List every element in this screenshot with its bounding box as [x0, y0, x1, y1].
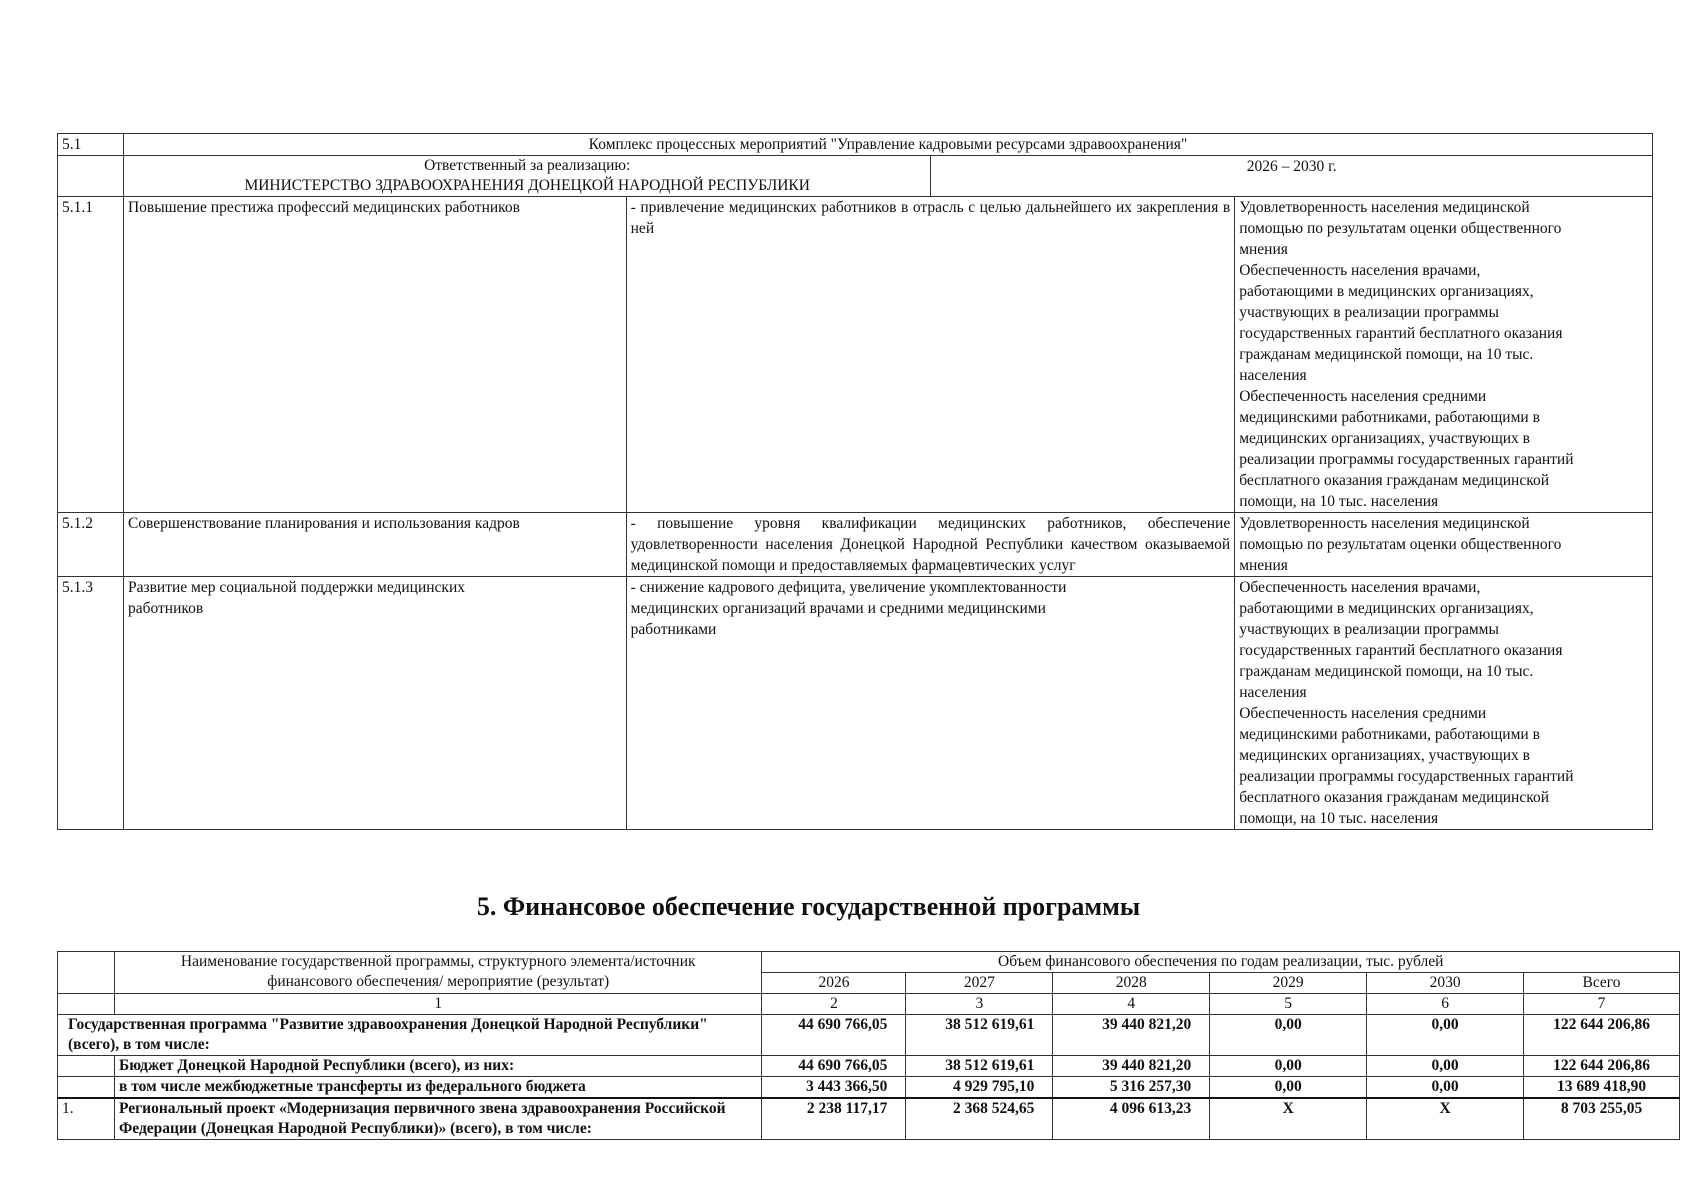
responsible-cell	[123, 156, 930, 197]
finance-value: 44 690 766,05	[762, 1056, 906, 1077]
period-cell: 2026 – 2030 г.	[931, 156, 1653, 197]
finance-value: 0,00	[1210, 1056, 1367, 1077]
finance-value: 38 512 619,61	[906, 1015, 1053, 1056]
empty-cell	[58, 994, 115, 1015]
finance-row	[58, 1098, 1680, 1140]
column-numbers-row	[58, 994, 1680, 1015]
finance-row-name: Государственная программа "Развитие здравоохранения Донецкой Народной Республики" (всего), в том числе:	[58, 1015, 762, 1056]
finance-row	[58, 1056, 1680, 1077]
empty-cell	[58, 156, 124, 197]
year-header: 2026	[762, 973, 906, 994]
responsible-name: МИНИСТЕРСТВО ЗДРАВООХРАНЕНИЯ ДОНЕЦКОЙ НАРОДНОЙ РЕСПУБЛИКИ	[244, 177, 810, 194]
row-number: 5.1.3	[58, 577, 124, 830]
finance-value: 5 316 257,30	[1053, 1077, 1210, 1099]
row-task: Развитие мер социальной поддержки медицинских работников	[123, 577, 626, 830]
row-effect: - снижение кадрового дефицита, увеличение укомплектованности медицинских организаций врачами и средними медицинскими работниками	[626, 577, 1235, 830]
column-number: 6	[1367, 994, 1524, 1015]
row-effect: - привлечение медицинских работников в отрасль с целью дальнейшего их закрепления в ней	[626, 197, 1235, 513]
row-task: Совершенствование планирования и использования кадров	[123, 513, 626, 577]
finance-row	[58, 1077, 1680, 1099]
activities-table	[57, 133, 1653, 830]
table-row	[58, 577, 1653, 830]
responsible-label: Ответственный за реализацию:	[424, 157, 631, 174]
finance-total: 122 644 206,86	[1524, 1015, 1680, 1056]
column-number: 7	[1524, 994, 1680, 1015]
finance-row	[58, 1015, 1680, 1056]
column-number: 2	[762, 994, 906, 1015]
row-number: 5.1.2	[58, 513, 124, 577]
finance-total: 13 689 418,90	[1524, 1077, 1680, 1099]
finance-total: 122 644 206,86	[1524, 1056, 1680, 1077]
row-effect: - повышение уровня квалификации медицинских работников, обеспечение удовлетворенности населения Донецкой Народной Республики качеством оказываемой медицинской помощи и предоставляемых фармацевтических услуг	[626, 513, 1235, 577]
finance-value: 3 443 366,50	[762, 1077, 906, 1099]
finance-row-name: Бюджет Донецкой Народной Республики (всего), из них:	[114, 1056, 762, 1077]
finance-table	[57, 951, 1680, 1140]
finance-value: 2 368 524,65	[906, 1098, 1053, 1140]
finance-value: X	[1367, 1098, 1524, 1140]
finance-value: 2 238 117,17	[762, 1098, 906, 1140]
row-indicators: Удовлетворенность населения медицинской помощью по результатам оценки общественного мнения	[1235, 513, 1653, 577]
section-header-row	[58, 134, 1653, 156]
finance-value: 4 929 795,10	[906, 1077, 1053, 1099]
column-number: 3	[906, 994, 1053, 1015]
section-heading: 5. Финансовое обеспечение государственной программы	[476, 892, 1141, 921]
finance-row-number: 1.	[58, 1098, 115, 1140]
finance-row-number	[58, 1056, 115, 1077]
year-header: 2027	[906, 973, 1053, 994]
header-name: Наименование государственной программы, структурного элемента/источник финансового обеспечения/ мероприятие (результат)	[114, 952, 762, 994]
row-task: Повышение престижа профессий медицинских работников	[123, 197, 626, 513]
column-number: 4	[1053, 994, 1210, 1015]
row-indicators: Удовлетворенность населения медицинской помощью по результатам оценки общественного мнения Обеспеченность населения врачами, работающими в медицинских организациях, участвующих в реализации программы государственных гарантий бесплатного оказания гражданам медицинской помощи, на 10 тыс. населения Обеспеченность населения средними медицинскими работниками, работающими в медицинских организациях, участвующих в реализации программы государственных гарантий бесплатного оказания гражданам медицинской помощи, на 10 тыс. населения	[1235, 197, 1653, 513]
table-row	[58, 197, 1653, 513]
section-title: Комплекс процессных мероприятий "Управление кадровыми ресурсами здравоохранения"	[123, 134, 1652, 156]
year-header: 2030	[1367, 973, 1524, 994]
finance-value: 0,00	[1210, 1077, 1367, 1099]
row-number: 5.1.1	[58, 197, 124, 513]
year-header: 2029	[1210, 973, 1367, 994]
row-indicators: Обеспеченность населения врачами, работающими в медицинских организациях, участвующих в реализации программы государственных гарантий бесплатного оказания гражданам медицинской помощи, на 10 тыс. населения Обеспеченность населения средними медицинскими работниками, работающими в медицинских организациях, участвующих в реализации программы государственных гарантий бесплатного оказания гражданам медицинской помощи, на 10 тыс. населения	[1235, 577, 1653, 830]
finance-value: 39 440 821,20	[1053, 1056, 1210, 1077]
finance-value: 39 440 821,20	[1053, 1015, 1210, 1056]
finance-total: 8 703 255,05	[1524, 1098, 1680, 1140]
finance-value: 0,00	[1367, 1077, 1524, 1099]
finance-value: X	[1210, 1098, 1367, 1140]
finance-value: 44 690 766,05	[762, 1015, 906, 1056]
finance-row-name: в том числе межбюджетные трансферты из федерального бюджета	[114, 1077, 762, 1099]
year-header: 2028	[1053, 973, 1210, 994]
responsible-row	[58, 156, 1653, 197]
empty-cell	[58, 952, 115, 994]
table-row	[58, 513, 1653, 577]
finance-value: 0,00	[1210, 1015, 1367, 1056]
finance-value: 4 096 613,23	[1053, 1098, 1210, 1140]
total-header: Всего	[1524, 973, 1680, 994]
finance-header-row	[58, 952, 1680, 973]
section-number: 5.1	[58, 134, 124, 156]
finance-value: 0,00	[1367, 1056, 1524, 1077]
header-volume: Объем финансового обеспечения по годам реализации, тыс. рублей	[762, 952, 1680, 973]
finance-value: 0,00	[1367, 1015, 1524, 1056]
finance-row-name: Региональный проект «Модернизация первичного звена здравоохранения Российской Федерации (Донецкая Народной Республики)» (всего), в том числе:	[114, 1098, 762, 1140]
column-number: 5	[1210, 994, 1367, 1015]
column-number: 1	[114, 994, 762, 1015]
finance-row-number	[58, 1077, 115, 1099]
finance-value: 38 512 619,61	[906, 1056, 1053, 1077]
